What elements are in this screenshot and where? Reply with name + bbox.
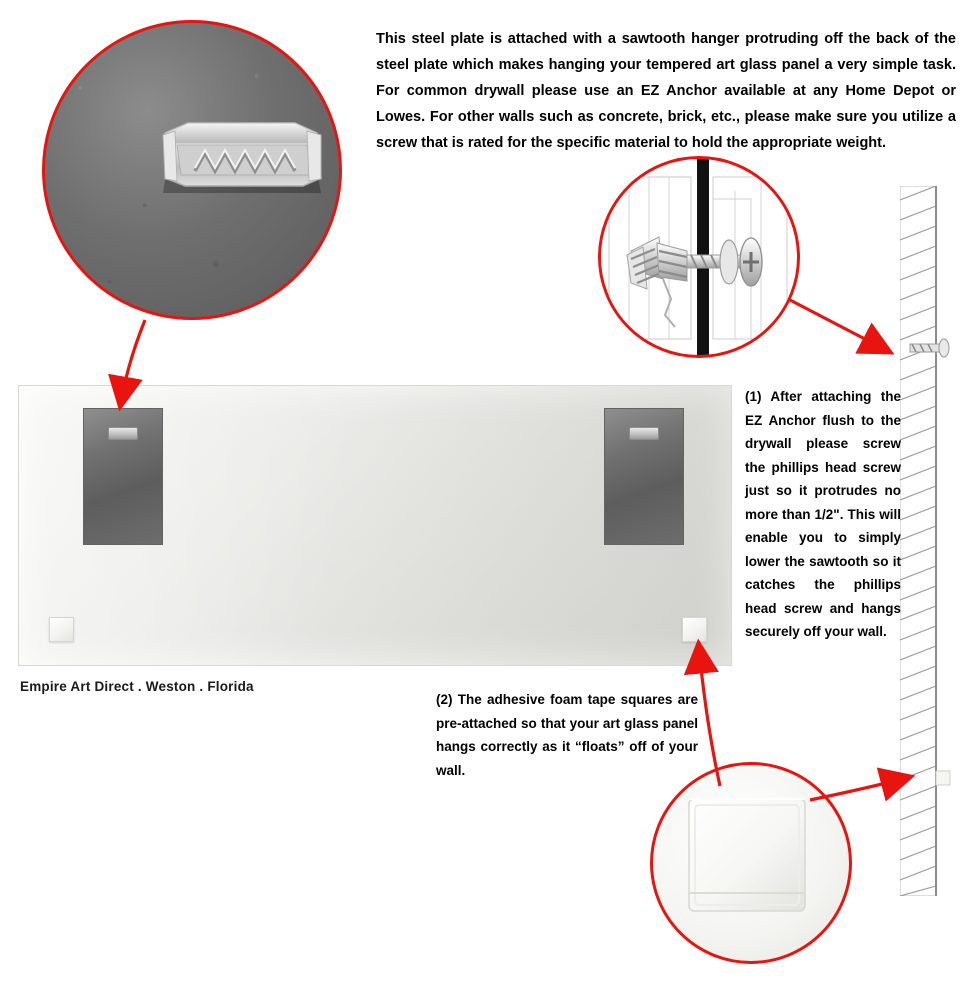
ez-anchor-icon [601,159,797,355]
sawtooth-hanger-icon [108,427,138,440]
foam-square-right [682,617,707,642]
wall-cross-section [900,186,956,896]
ez-anchor-closeup [598,156,800,358]
brand-line: Empire Art Direct . Weston . Florida [20,679,254,694]
foam-square-left [49,617,74,642]
sawtooth-hanger-icon [45,23,339,317]
step-one-paragraph: (1) After attaching the EZ Anchor flush to the drywall please screw the phillips head screw just so it protrudes no more than 1/2". This will enable you to simply lower the sawtooth so it catches the phillips head screw and hangs securely off your wall. [745,389,901,639]
sawtooth-hanger-icon [629,427,659,440]
art-glass-panel [18,385,732,666]
foam-square-closeup [650,762,852,964]
wall-hatch-icon [900,186,956,896]
steel-plate-right [604,408,684,545]
sawtooth-hanger-closeup [42,20,342,320]
steel-plate-left [83,408,163,545]
foam-square-icon [653,765,849,961]
arrow-anchor-to-wall [790,300,886,350]
intro-paragraph: This steel plate is attached with a sawtooth hanger protruding off the back of the steel plate which makes hanging your tempered art glass panel a very simple task. For common drywall please use an EZ Anchor available at any Home Depot or Lowes. For other walls such as concrete, brick, etc., please make sure you utilize a screw that is rated for the specific material to hold the appropriate weight. [376,31,956,151]
step-two-paragraph: (2) The adhesive foam tape squares are pre-attached so that your art glass panel hangs correctly as it “floats” off of your wall. [436,692,698,778]
